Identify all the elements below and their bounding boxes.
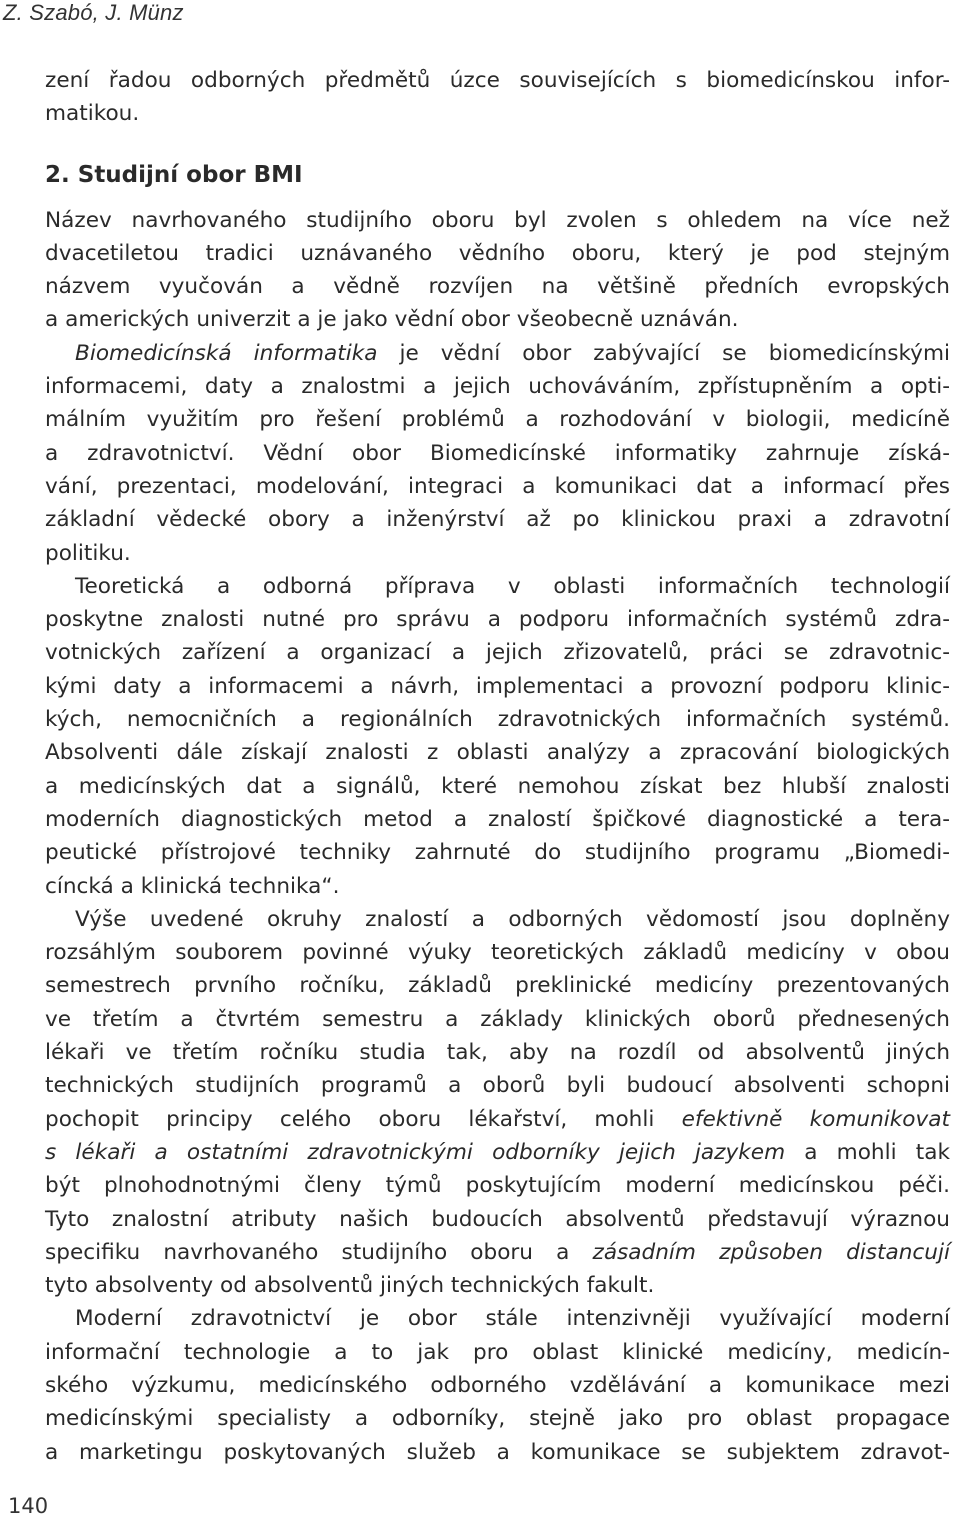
text-line: kých, nemocničních a regionálních zdravotnických informačních systémů. (45, 707, 950, 733)
text-line (45, 1236, 950, 1269)
text-line: politiku. (45, 540, 131, 566)
text-line: ve třetím a čtvrtém semestru a základy klinických oborů přednesených (45, 1006, 950, 1032)
text-line: Výše uvedené okruhy znalostí a odborných vědomostí jsou doplněny (75, 906, 950, 932)
text-line: Název navrhovaného studijního oboru byl zvolen s ohledem na více než (45, 207, 950, 233)
text-line: základní vědecké obory a inženýrství až po klinickou praxi a zdravotní (45, 507, 950, 533)
text-run: specifiku navrhovaného studijního oboru a (45, 1239, 593, 1265)
page-body (45, 64, 950, 1469)
italic-term: Biomedicínská informatika (75, 340, 378, 366)
text-line: a zdravotnictví. Vědní obor Biomedicínské informatiky zahrnuje získá- (45, 440, 950, 466)
italic-phrase: efektivně komunikovat (681, 1106, 950, 1132)
text-run: je vědní obor zabývající se biomedicínskými (377, 340, 950, 366)
page-number: 140 (8, 1494, 49, 1518)
text-line: Moderní zdravotnictví je obor stále intenzivněji využívající moderní (75, 1306, 950, 1332)
section-heading: 2. Studijní obor BMI (45, 161, 303, 188)
italic-phrase: zásadním způsoben distancují (592, 1239, 950, 1265)
text-line (45, 337, 950, 370)
text-line: Teoretická a odborná příprava v oblasti informačních technologií (75, 573, 950, 599)
text-line: a medicínských dat a signálů, které nemohou získat bez hlubší znalosti (45, 773, 950, 799)
text-line: názvem vyučován a vědně rozvíjen na většině předních evropských (45, 274, 950, 300)
text-line: informační technologie a to jak pro oblast klinické medicíny, medicín- (45, 1339, 950, 1365)
text-line: tyto absolventy od absolventů jiných technických fakult. (45, 1273, 655, 1299)
text-line: dvacetiletou tradici uznávaného vědního oboru, který je pod stejným (45, 240, 950, 266)
text-line: informacemi, daty a znalostmi a jejich uchováváním, zpřístupněním a opti- (45, 374, 950, 400)
text-line (45, 1136, 950, 1169)
running-header: Z. Szabó, J. Münz (3, 0, 184, 25)
paragraph-3 (45, 570, 950, 903)
text-line: vání, prezentaci, modelování, integraci a komunikaci dat a informací přes (45, 473, 950, 499)
text-line: rozsáhlým souborem povinné výuky teoretických základů medicíny v obou (45, 940, 950, 966)
intro-paragraph (45, 64, 950, 131)
text-line: být plnohodnotnými členy týmů poskytujícím moderní medicínskou péči. (45, 1173, 950, 1199)
text-run: a mohli tak (785, 1139, 950, 1165)
text-run: pochopit principy celého oboru lékařství, mohli (45, 1106, 682, 1132)
text-line: lékaři ve třetím ročníku studia tak, aby na rozdíl od absolventů jiných (45, 1040, 950, 1066)
text-line: Absolventi dále získají znalosti z oblasti analýzy a zpracování biologických (45, 740, 950, 766)
text-line: peutické přístrojové techniky zahrnuté do studijního programu „Biomedi- (45, 840, 950, 866)
text-line: votnických zařízení a organizací a jejich zřizovatelů, práci se zdravotnic- (45, 640, 950, 666)
italic-phrase: s lékaři a ostatními zdravotnickými odborníky jejich jazykem (45, 1139, 786, 1165)
text-line: matikou. (45, 101, 140, 127)
paragraph-5 (45, 1302, 950, 1468)
text-line: málním využitím pro řešení problémů a rozhodování v biologii, medicíně (45, 407, 950, 433)
paragraph-4 (45, 903, 950, 1303)
text-line: ského výzkumu, medicínského odborného vzdělávání a komunikace mezi (45, 1372, 950, 1398)
text-line: medicínskými specialisty a odborníky, stejně jako pro oblast propagace (45, 1406, 950, 1432)
text-line (45, 1103, 950, 1136)
paragraph-2 (45, 337, 950, 570)
text-line: semestrech prvního ročníku, základů preklinické medicíny prezentovaných (45, 973, 950, 999)
text-line: moderních diagnostických metod a znalostí špičkové diagnostické a tera- (45, 806, 950, 832)
text-line: a amerických univerzit a je jako vědní obor všeobecně uznáván. (45, 307, 739, 333)
paragraph-1 (45, 204, 950, 337)
text-line: technických studijních programů a oborů byli budoucí absolventi schopni (45, 1073, 950, 1099)
text-line: cíncká a klinická technika“. (45, 873, 340, 899)
text-line: kými daty a informacemi a návrh, implementaci a provozní podporu klinic- (45, 673, 950, 699)
text-line: poskytne znalosti nutné pro správu a podporu informačních systémů zdra- (45, 607, 950, 633)
text-line: zení řadou odborných předmětů úzce souvisejících s biomedicínskou infor- (45, 68, 950, 93)
text-line: Tyto znalostní atributy našich budoucích absolventů představují výraznou (45, 1206, 950, 1232)
text-line: a marketingu poskytovaných služeb a komunikace se subjektem zdravot- (45, 1439, 950, 1465)
